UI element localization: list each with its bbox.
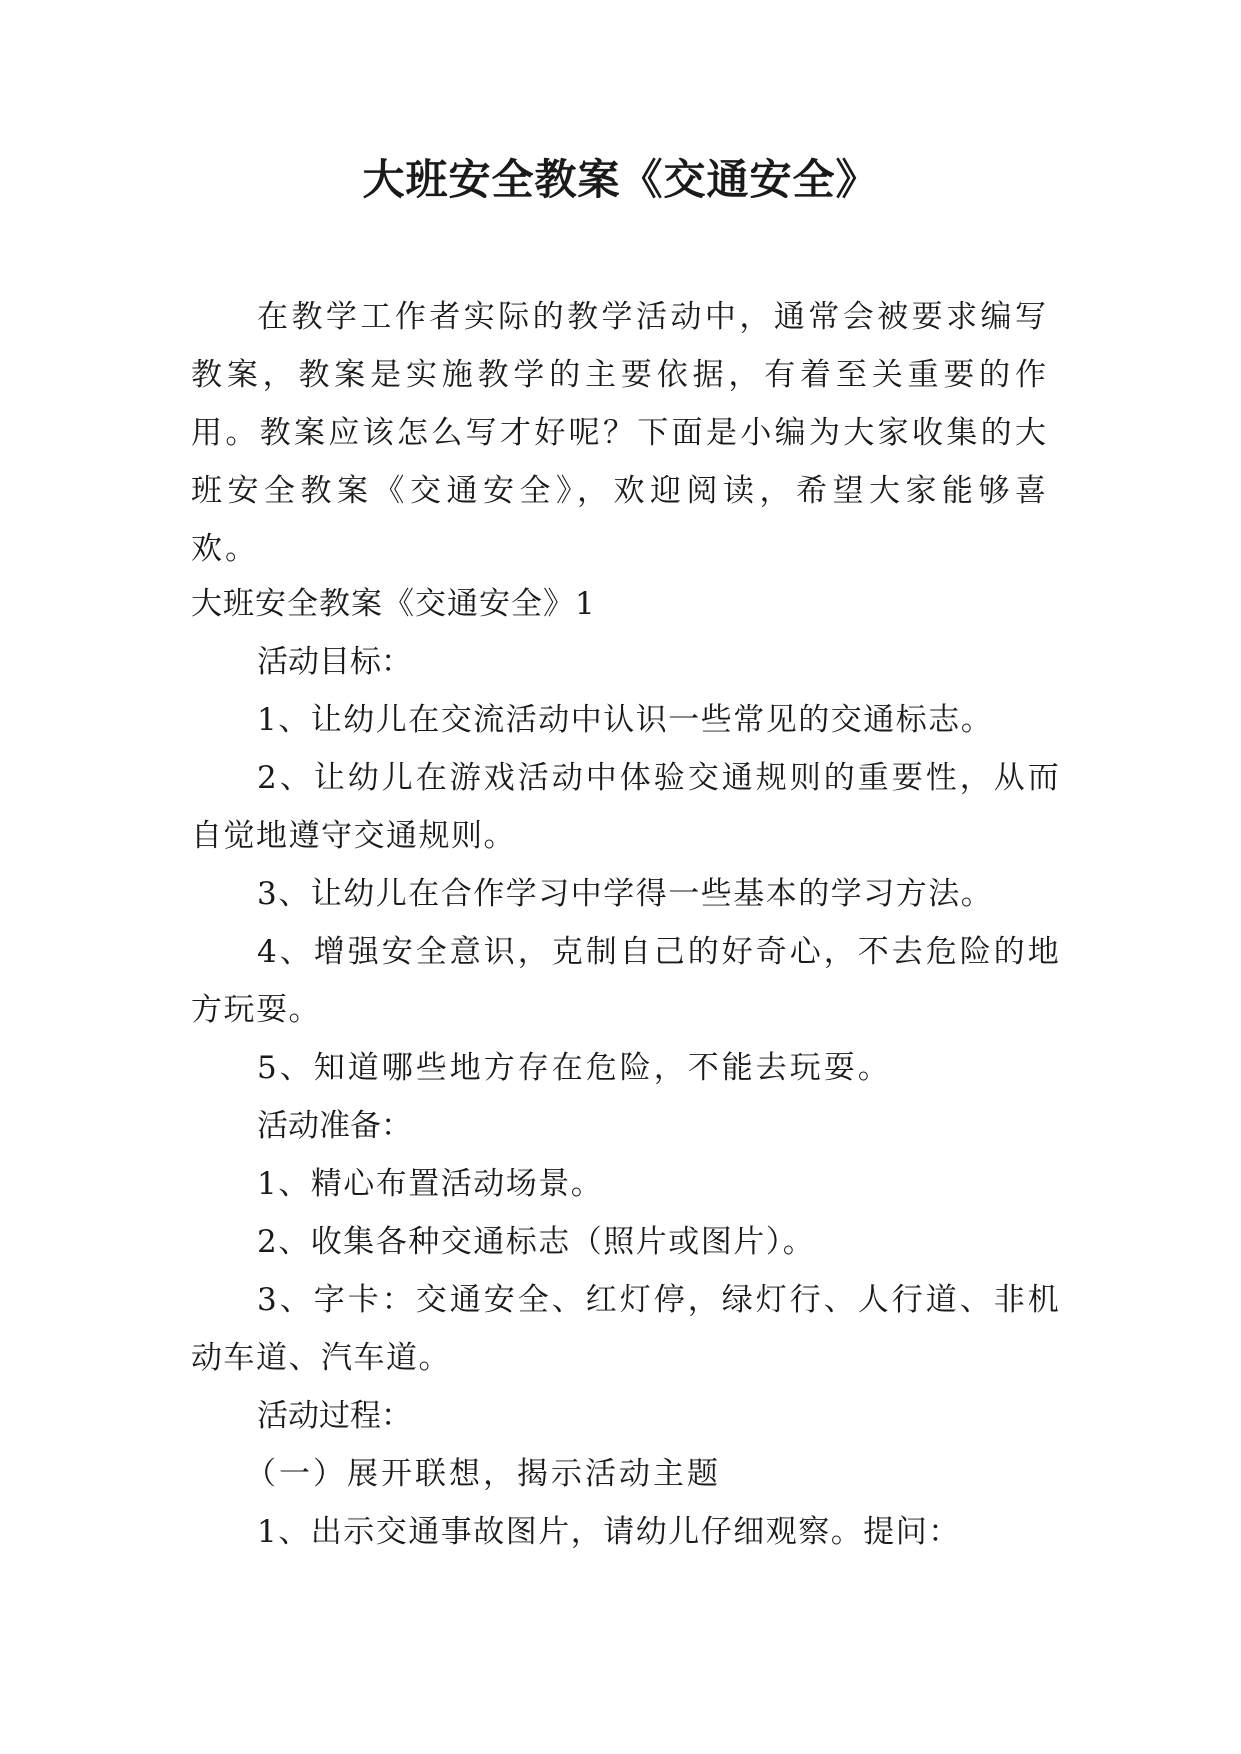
subheading-activity-goals: 活动目标： xyxy=(257,644,412,680)
goal-item-3: 3、让幼儿在合作学习中学得一些基本的学习方法。 xyxy=(257,876,994,912)
goal-item-5: 5、知道哪些地方存在危险，不能去玩耍。 xyxy=(257,1050,892,1086)
intro-paragraph: 在教学工作者实际的教学活动中，通常会被要求编写教案，教案是实施教学的主要依据，有着至关重要的作用。教案应该怎么写才好呢？下面是小编为大家收集的大班安全教案《交通安全》，欢迎阅读，希望大家能够喜欢。 xyxy=(191,299,1049,567)
goal-item-4-continued: 方玩耍。 xyxy=(191,992,321,1028)
subheading-activity-process: 活动过程： xyxy=(257,1398,412,1434)
goal-item-1: 1、让幼儿在交流活动中认识一些常见的交通标志。 xyxy=(257,702,994,738)
section-heading: 大班安全教案《交通安全》1 xyxy=(191,586,596,622)
goal-item-2-continued: 自觉地遵守交通规则。 xyxy=(191,818,516,854)
process-item-1: 1、出示交通事故图片，请幼儿仔细观察。提问： xyxy=(257,1514,961,1550)
prep-item-2: 2、收集各种交通标志（照片或图片）。 xyxy=(257,1224,816,1260)
prep-item-3-continued: 动车道、汽车道。 xyxy=(191,1340,451,1376)
prep-item-1: 1、精心布置活动场景。 xyxy=(257,1166,604,1202)
subheading-activity-preparation: 活动准备： xyxy=(257,1108,412,1144)
document-body xyxy=(191,575,1061,1561)
process-step-1: （一）展开联想，揭示活动主题 xyxy=(245,1456,721,1492)
goal-item-2: 2、让幼儿在游戏活动中体验交通规则的重要性，从而 xyxy=(257,760,1062,796)
document-title: 大班安全教案《交通安全》 xyxy=(362,155,879,204)
goal-item-4: 4、增强安全意识，克制自己的好奇心，不去危险的地 xyxy=(257,934,1062,970)
prep-item-3: 3、字卡：交通安全、红灯停，绿灯行、人行道、非机 xyxy=(257,1282,1062,1318)
